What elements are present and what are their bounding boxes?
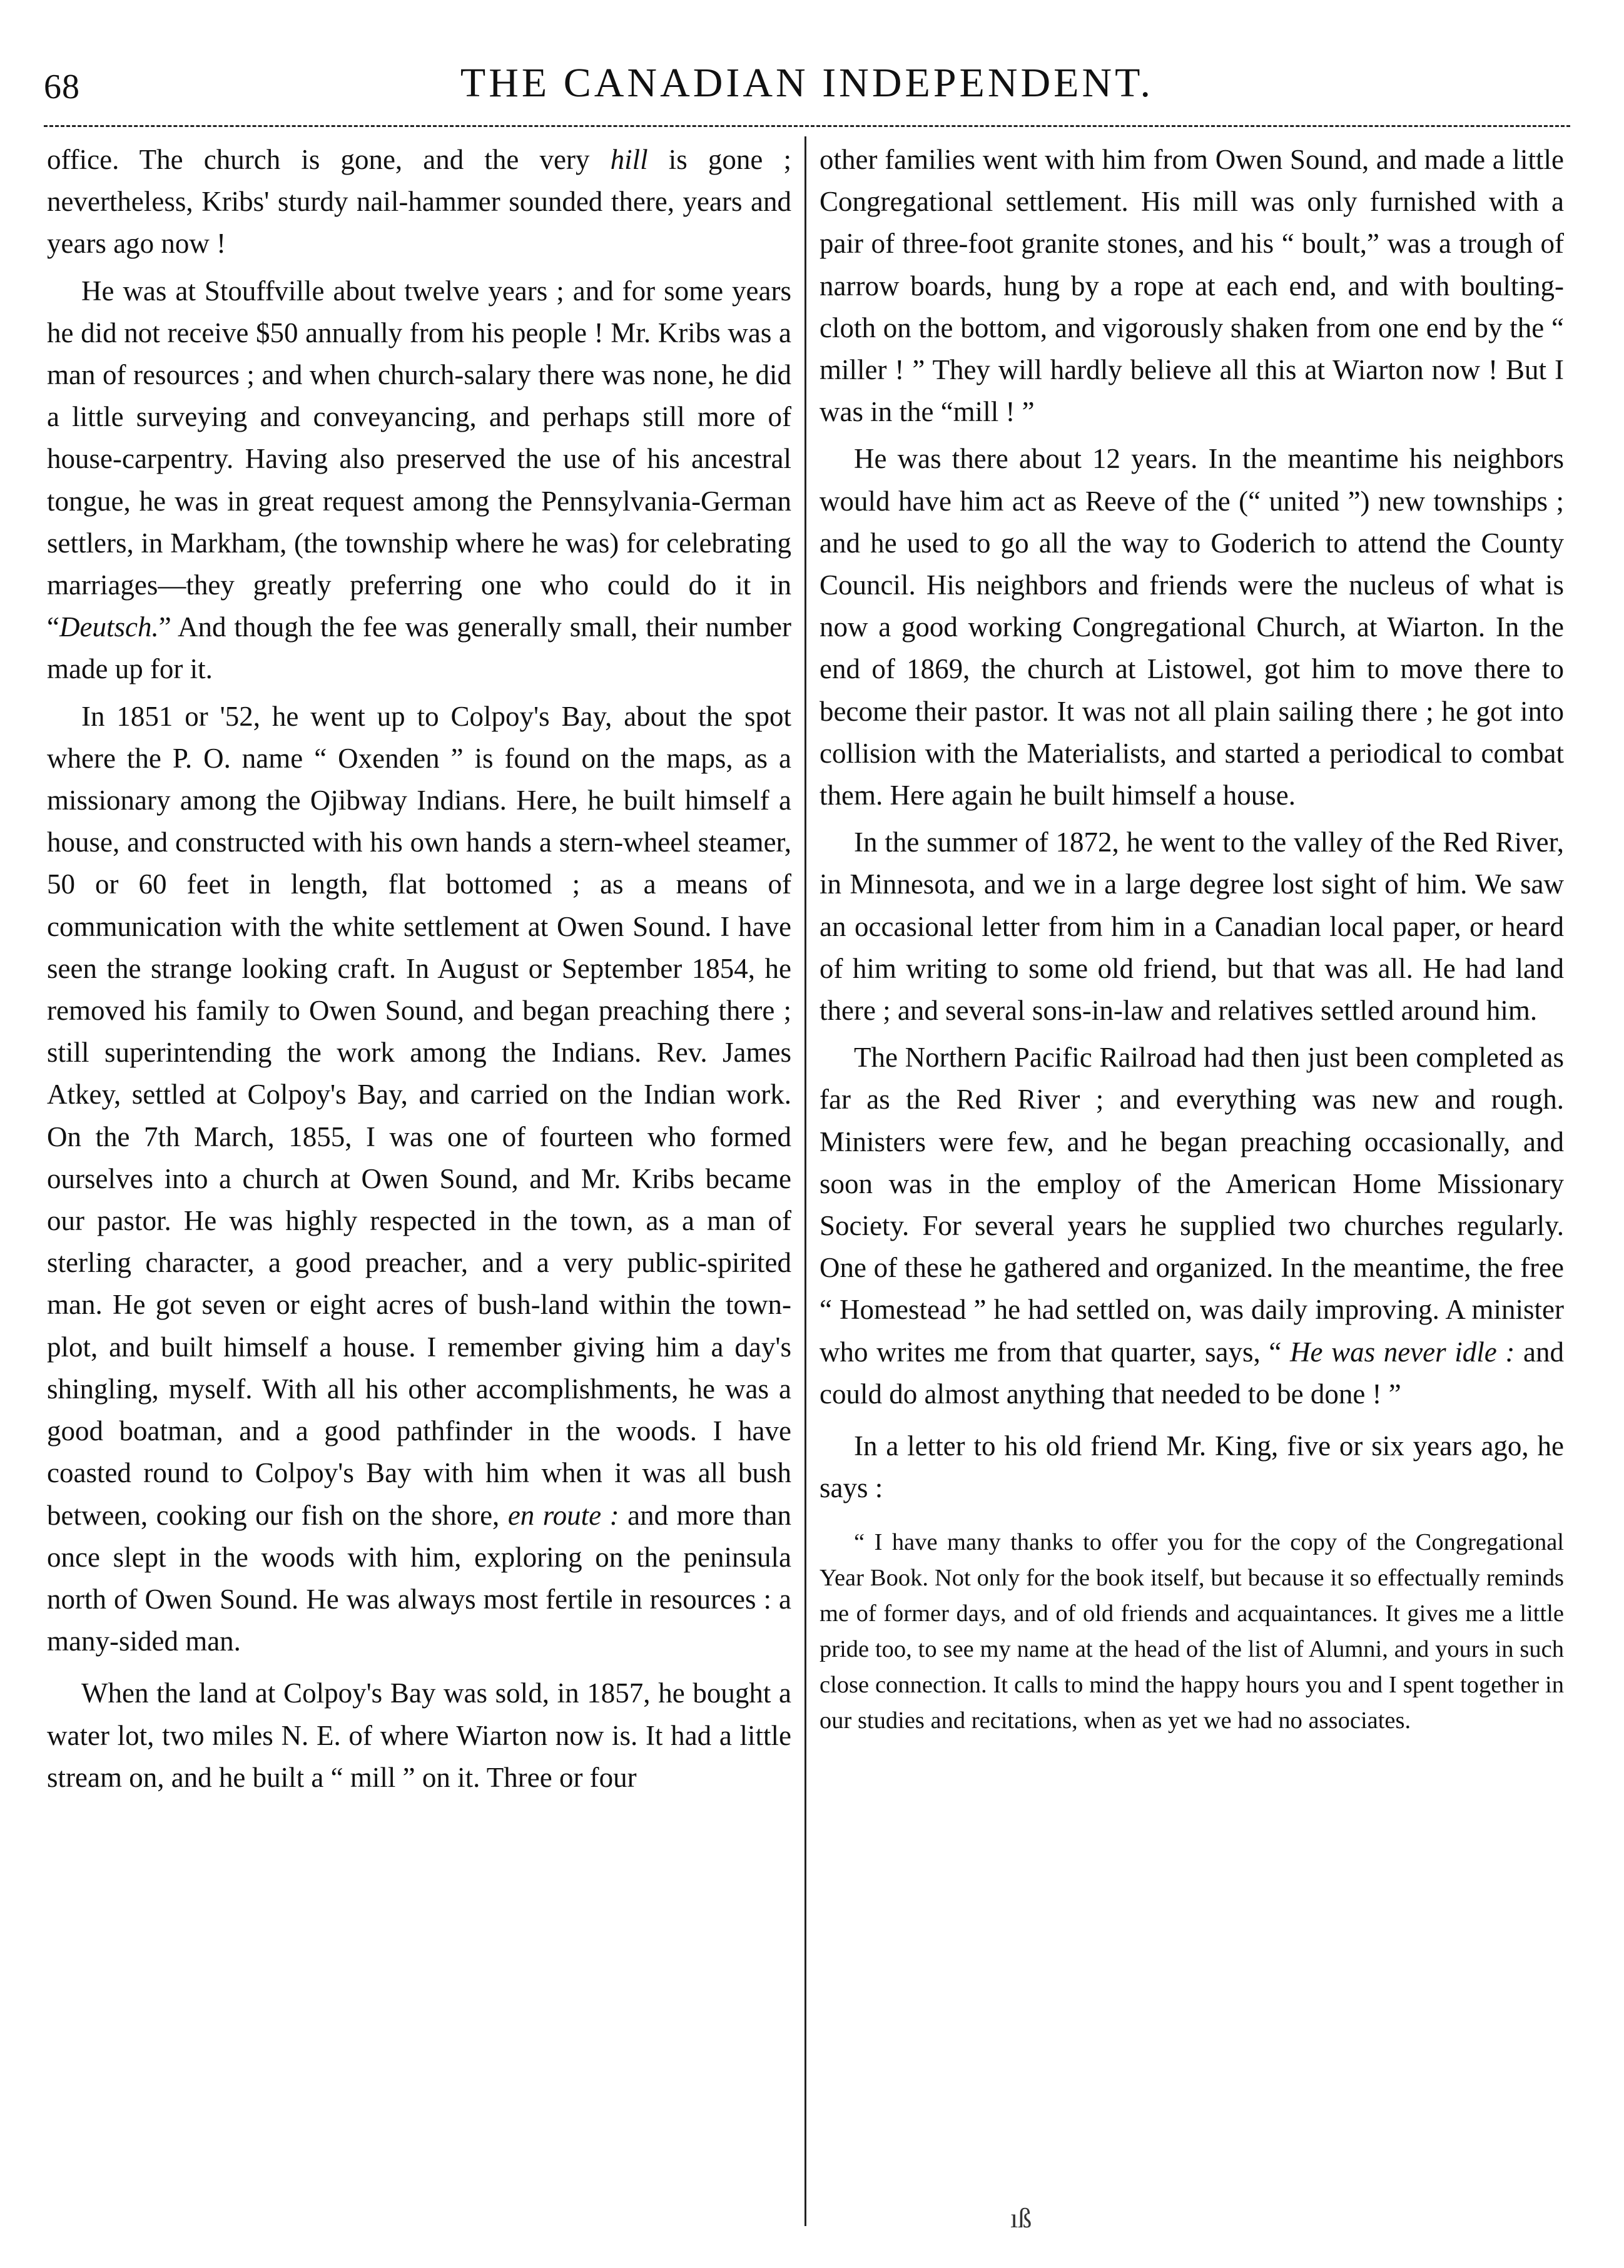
right-column <box>820 139 1564 1739</box>
right-paragraph-2: He was there about 12 years. In the meantime his neighbors would have him act as Reeve of the (“ united ”) new townships ; and he used to go all the way to Goderich to attend the County Council. His neighbors and friends were the nucleus of what is now a good working Congregational Church, at Wiarton. In the end of 1869, the church at Listowel, got him to move there to become their pastor. It was not all plain sailing there ; he got into collision with the Materialists, and started a periodical to combat them. Here again he built himself a house. <box>820 443 1564 811</box>
page-header <box>44 59 1570 128</box>
right-paragraph-5: In a letter to his old friend Mr. King, five or six years ago, he says : <box>820 1430 1564 1504</box>
text-run: The Northern Pacific Railroad had then just been completed as far as the Red River ; and everything was new and rough. Ministers were few, and he began preaching occasionally, and soon was in the employ of the American Home Missionary Society. For several years he supplied two churches regularly. One of these he gathered and organized. In the meantime, the free “ Homestead ” he had settled on, was daily improving. A minister who writes me from that quarter, says, “ <box>820 1042 1564 1368</box>
right-paragraph-1: other families went with him from Owen Sound, and made a little Congregational settlement. His mill was only furnished with a pair of three-foot granite stones, and his “ boult,” was a trough of narrow boards, hung by a rope at each end, and with boulting-cloth on the bottom, and vigorously shaken from one end by the “ miller ! ” They will hardly believe all this at Wiarton now ! But I was in the “mill ! ” <box>820 144 1564 428</box>
text-run: ” And though the fee was generally small, their number made up for it. <box>47 611 791 685</box>
italic-run: hill <box>610 144 648 175</box>
page-number: 68 <box>44 68 80 106</box>
italic-run: Deutsch. <box>59 611 159 643</box>
quoted-letter: “ I have many thanks to offer you for the copy of the Congregational Year Book. Not only for the book itself, but because it so effectually reminds me of former days, and of old friends and acquaintances. It gives me a little pride too, to see my name at the head of the list of Alumni, and yours in such close connection. It calls to mind the happy hours you and I spent together in our studies and recitations, when as yet we had no associates. <box>820 1528 1564 1734</box>
header-rule <box>44 125 1570 127</box>
text-run: and more than once slept in the woods with him, exploring on the peninsula north of Owen Sound. He was always most fertile in resources : a many-sided man. <box>47 1499 791 1657</box>
text-run: He was at Stouffville about twelve years ; and for some years he did not receive $50 annually from his people ! Mr. Kribs was a man of resources ; and when church-salary there was none, he did a little surveying and conveyancing, and perhaps still more of house-carpentry. Having also preserved the use of his ancestral tongue, he was in great request among the Pennsylvania-German settlers, in Markham, (the township where he was) for celebrating marriages—they greatly preferring one who could do it in “ <box>47 275 791 643</box>
column-divider <box>804 136 806 2226</box>
right-paragraph-4 <box>820 1037 1564 1415</box>
italic-run: He was never idle : <box>1289 1336 1515 1368</box>
footer-mark: ıß <box>1010 2203 1032 2234</box>
text-run: and could do almost anything that needed to be done ! ” <box>820 1336 1564 1410</box>
text-run: In 1851 or '52, he went up to Colpoy's Bay, about the spot where the P. O. name “ Oxenden ” is found on the maps, as a missionary among the Ojibway Indians. Here, he built himself a house, and constructed with his own hands a stern-wheel steamer, 50 or 60 feet in length, flat bottomed ; as a means of communication with the white settlement at Owen Sound. I have seen the strange looking craft. In August or September 1854, he removed his family to Owen Sound, and began preaching there ; still superintending the work among the Indians. Rev. James Atkey, settled at Colpoy's Bay, and carried on the Indian work. On the 7th March, 1855, I was one of fourteen who formed ourselves into a church at Owen Sound, and Mr. Kribs became our pastor. He was highly respected in the town, as a man of sterling character, a good preacher, and a very public-spirited man. He got seven or eight acres of bush-land within the town-plot, and built himself a house. I remember giving him a day's shingling, myself. With all his other accomplishments, he was a good boatman, and a good pathfinder in the woods. I have coasted round to Colpoy's Bay with him when it was all bush between, cooking our fish on the shore, <box>47 700 791 1531</box>
text-run: is gone ; nevertheless, Kribs' sturdy nail-hammer sounded there, years and years ago now ! <box>47 144 791 260</box>
left-paragraph-1 <box>47 139 791 265</box>
text-run: office. The church is gone, and the very <box>47 144 611 175</box>
right-paragraph-3: In the summer of 1872, he went to the valley of the Red River, in Minnesota, and we in a large degree lost sight of him. We saw an occasional letter from him in a Canadian local paper, or heard of him writing to some old friend, but that was all. He had land there ; and several sons-in-law and relatives settled around him. <box>820 826 1564 1027</box>
left-paragraph-4: When the land at Colpoy's Bay was sold, in 1857, he bought a water lot, two miles N. E. of where Wiarton now is. It had a little stream on, and he built a “ mill ” on it. Three or four <box>47 1677 791 1793</box>
left-column <box>47 139 791 1799</box>
left-paragraph-2 <box>47 270 791 691</box>
running-title: THE CANADIAN INDEPENDENT. <box>460 60 1154 106</box>
left-paragraph-3 <box>47 696 791 1663</box>
italic-run: en route : <box>507 1499 619 1531</box>
